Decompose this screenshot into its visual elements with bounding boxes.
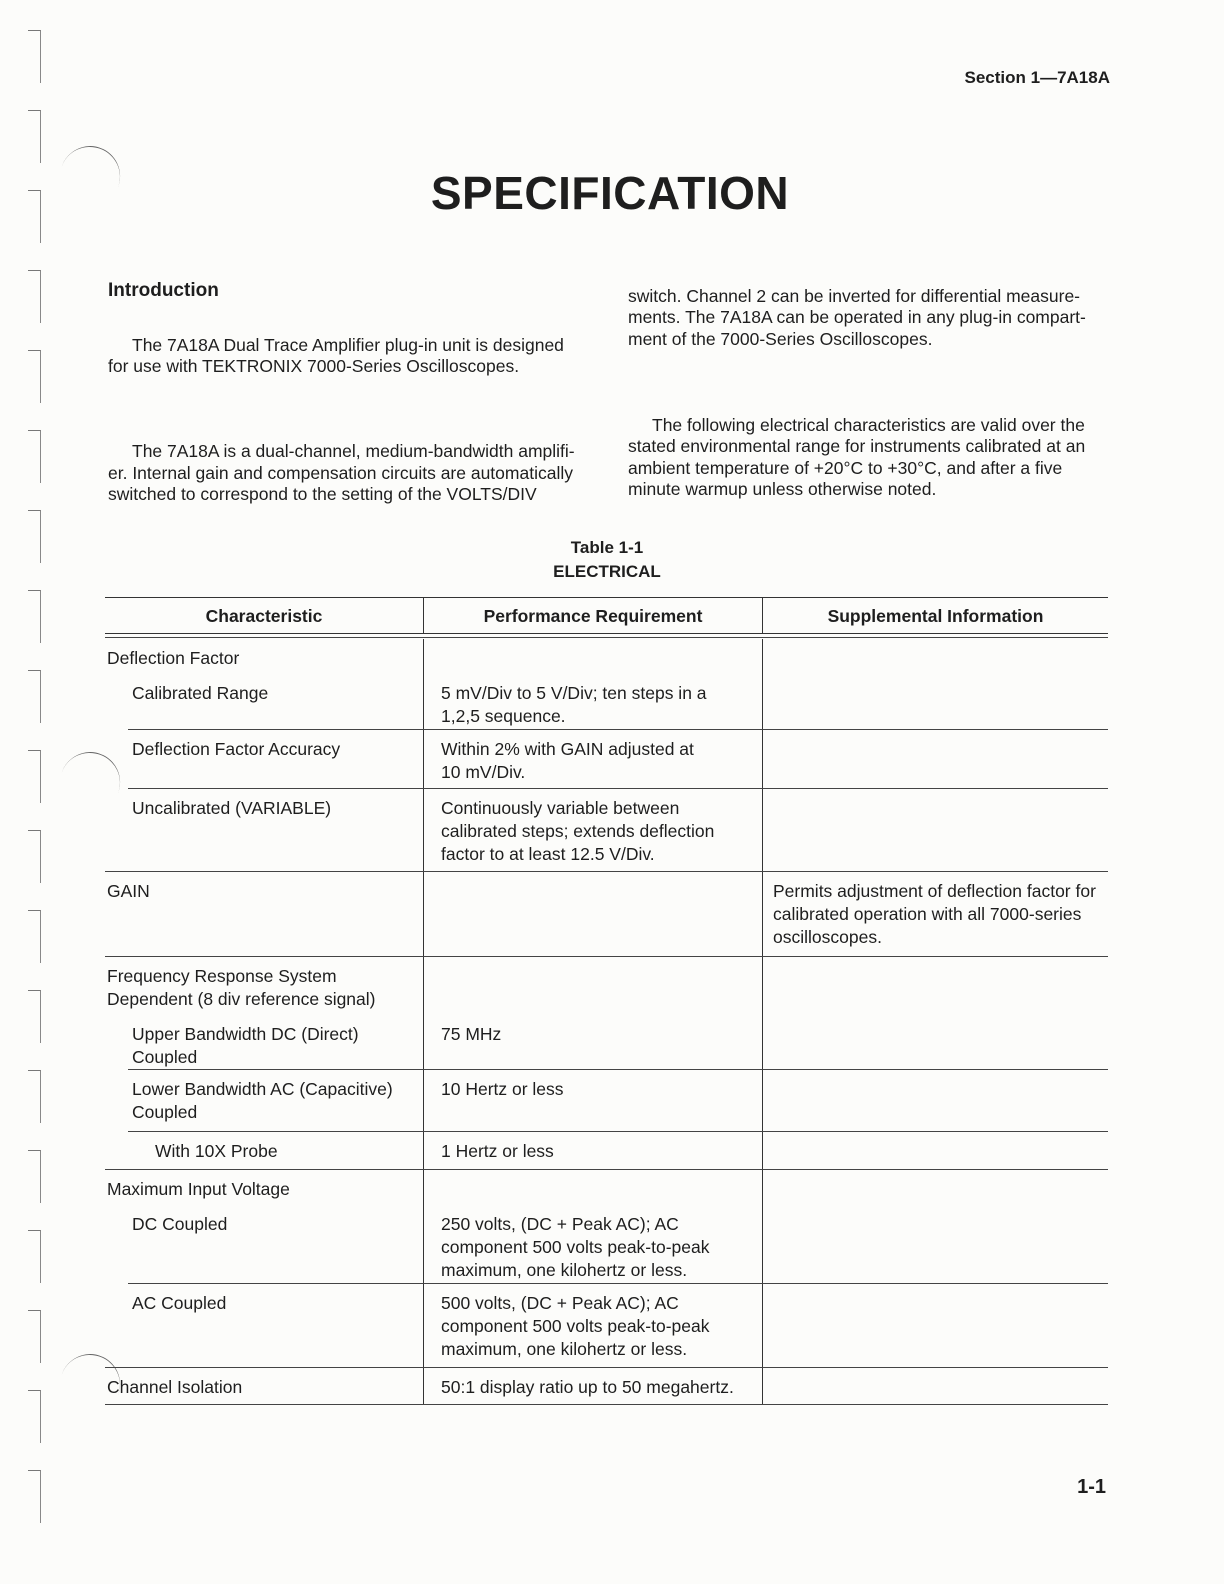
- characteristic-cell: [105, 1132, 423, 1170]
- binder-tab-mark: [28, 1150, 41, 1203]
- intro-paragraph-2: The 7A18A is a dual-channel, medium-bandwidth amplifi- er. Internal gain and compensation circuits are automatically switched to correspond to the setting of the VOLTS/DIV: [108, 441, 575, 504]
- header-characteristic: Characteristic: [205, 606, 323, 626]
- binder-tab-mark: [28, 430, 41, 483]
- performance-cell: 250 volts, (DC + Peak AC); AC component 500 volts peak-to-peak maximum, one kilohertz or less.: [423, 1170, 762, 1284]
- binder-tab-mark: [28, 590, 41, 643]
- binder-tab-mark: [28, 990, 41, 1043]
- table-row: [105, 1284, 1108, 1368]
- table-row: [105, 1170, 1108, 1284]
- characteristic-cell: [105, 639, 423, 730]
- supplemental-cell: [762, 1368, 1108, 1405]
- binder-tab-mark: [28, 110, 41, 163]
- supplemental-cell: [762, 730, 1108, 789]
- table-row: [105, 872, 1108, 957]
- performance-cell: 10 Hertz or less: [423, 1070, 762, 1132]
- performance-cell: [423, 872, 762, 957]
- characteristic-label: Calibrated Range: [132, 683, 269, 703]
- characteristic-cell: [105, 789, 423, 872]
- supplemental-cell: [762, 789, 1108, 872]
- group-label: Deflection Factor: [107, 648, 240, 668]
- group-label: Frequency Response System Dependent (8 div reference signal): [107, 966, 376, 1009]
- electrical-table: [105, 597, 1108, 1405]
- supplemental-cell: [762, 1170, 1108, 1284]
- characteristic-cell: [105, 1170, 423, 1284]
- binder-tab-mark: [28, 270, 41, 323]
- characteristic-cell: [105, 872, 423, 957]
- intro-paragraph-3: switch. Channel 2 can be inverted for differential measure- ments. The 7A18A can be operated in any plug-in compart- ment of the 7000-Series Oscilloscopes.: [628, 285, 1086, 349]
- page-title: SPECIFICATION: [430, 167, 790, 219]
- table-row: [105, 957, 1108, 1070]
- binder-tab-mark: [28, 30, 41, 83]
- characteristic-label: Upper Bandwidth DC (Direct) Coupled: [132, 1024, 359, 1067]
- group-label: Maximum Input Voltage: [107, 1179, 290, 1199]
- supplemental-cell: Permits adjustment of deflection factor for calibrated operation with all 7000-series oscilloscopes.: [762, 872, 1108, 957]
- characteristic-cell: [105, 1368, 423, 1405]
- table-row: [105, 789, 1108, 872]
- performance-cell: 1 Hertz or less: [423, 1132, 762, 1170]
- characteristic-cell: [105, 730, 423, 789]
- binder-tab-mark: [28, 830, 41, 883]
- binder-tab-mark: [28, 1390, 41, 1443]
- characteristic-label: Uncalibrated (VARIABLE): [132, 798, 332, 818]
- supplemental-cell: [762, 1284, 1108, 1368]
- intro-paragraph-4: The following electrical characteristics are valid over the stated environmental range for instruments calibrated at an ambient temperature of +20°C to +30°C, and after a five minute warmup unless otherwise noted.: [628, 414, 1086, 499]
- section-header: Section 1—7A18A: [964, 68, 1110, 87]
- table-row: [105, 730, 1108, 789]
- table-row: [105, 639, 1108, 730]
- binder-tab-mark: [28, 1310, 41, 1363]
- performance-cell: 500 volts, (DC + Peak AC); AC component 500 volts peak-to-peak maximum, one kilohertz or less.: [423, 1284, 762, 1368]
- characteristic-label: Lower Bandwidth AC (Capacitive) Coupled: [132, 1079, 393, 1122]
- characteristic-label: AC Coupled: [132, 1293, 227, 1313]
- characteristic-label: Deflection Factor Accuracy: [132, 739, 341, 759]
- characteristic-label: Channel Isolation: [107, 1377, 243, 1397]
- table-row: [105, 1070, 1108, 1132]
- table-row: [105, 1368, 1108, 1405]
- intro-right-column: [628, 264, 1108, 522]
- characteristic-label: GAIN: [107, 881, 150, 901]
- supplemental-cell: [762, 957, 1108, 1070]
- intro-left-column: [108, 258, 588, 527]
- binder-tab-mark: [28, 350, 41, 403]
- intro-paragraph-1: The 7A18A Dual Trace Amplifier plug-in unit is designed for use with TEKTRONIX 7000-Series Oscilloscopes.: [108, 334, 564, 376]
- supplemental-cell: [762, 1132, 1108, 1170]
- binder-tab-mark: [28, 1230, 41, 1283]
- characteristic-label: With 10X Probe: [155, 1141, 278, 1161]
- table-caption: [0, 536, 1214, 584]
- characteristic-cell: [105, 1070, 423, 1132]
- page-number: 1-1: [1077, 1476, 1106, 1498]
- table-row: [105, 1132, 1108, 1170]
- binder-tab-mark: [28, 1470, 41, 1523]
- binder-tab-mark: [28, 670, 41, 723]
- table-title: ELECTRICAL: [553, 562, 661, 581]
- binder-tab-mark: [28, 910, 41, 963]
- binder-tab-mark: [28, 1070, 41, 1123]
- performance-cell: Within 2% with GAIN adjusted at 10 mV/Div.: [423, 730, 762, 789]
- supplemental-cell: [762, 639, 1108, 730]
- supplemental-cell: [762, 1070, 1108, 1132]
- performance-cell: 50:1 display ratio up to 50 megahertz.: [423, 1368, 762, 1405]
- characteristic-cell: [105, 957, 423, 1070]
- performance-cell: 5 mV/Div to 5 V/Div; ten steps in a 1,2,5 sequence.: [423, 639, 762, 730]
- header-performance: Performance Requirement: [423, 598, 762, 633]
- characteristic-cell: [105, 1284, 423, 1368]
- intro-heading: Introduction: [108, 279, 219, 301]
- characteristic-label: DC Coupled: [132, 1214, 228, 1234]
- performance-cell: 75 MHz: [423, 957, 762, 1070]
- table-header-row: [105, 598, 1108, 634]
- performance-cell: Continuously variable between calibrated steps; extends deflection factor to at least 12.5 V/Div.: [423, 789, 762, 872]
- header-supplemental: Supplemental Information: [762, 598, 1108, 633]
- binder-tab-mark: [28, 750, 41, 803]
- table-number: Table 1-1: [570, 538, 644, 557]
